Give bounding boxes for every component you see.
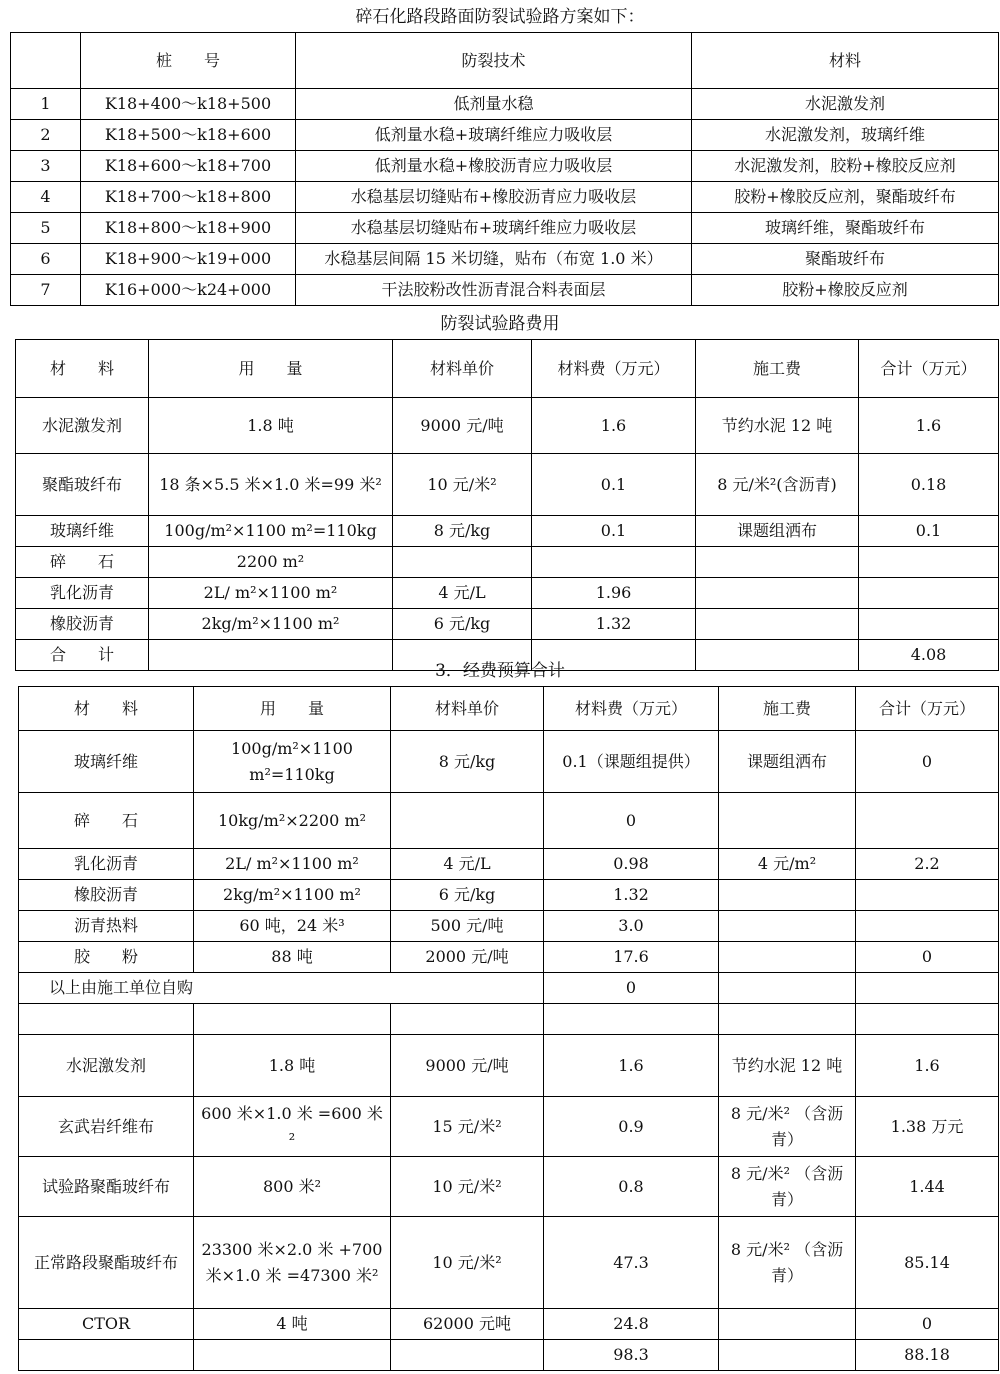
table-cell: 4 元/L: [393, 578, 532, 609]
column-header: 材料费（万元）: [544, 687, 719, 731]
table-cell: [859, 609, 999, 640]
table-cell: 以上由施工单位自购: [19, 973, 544, 1004]
table-cell: 7: [11, 275, 81, 306]
table-cell: 0.18: [859, 454, 999, 516]
table-cell: 水泥激发剂: [16, 398, 149, 454]
table-cell: 0.1: [532, 516, 696, 547]
table-cell: [391, 1340, 544, 1371]
table-cell: [719, 1004, 856, 1035]
table-cell: 10kg/m²×2200 m²: [194, 793, 391, 849]
table-cell: 6 元/kg: [393, 609, 532, 640]
table-cell: 4.08: [859, 640, 999, 671]
table-cell: [544, 1004, 719, 1035]
table-cell: [856, 973, 999, 1004]
cost-table: [15, 339, 999, 671]
table-cell: 水泥激发剂，玻璃纤维: [692, 120, 999, 151]
table-cell: 沥青热料: [19, 911, 194, 942]
table-cell: 课题组洒布: [696, 516, 859, 547]
table-cell: 4 元/m²: [719, 849, 856, 880]
table-cell: 水泥激发剂，胶粉+橡胶反应剂: [692, 151, 999, 182]
table-cell: K18+400～k18+500: [81, 89, 296, 120]
table-cell: K18+900～k19+000: [81, 244, 296, 275]
table-row: [19, 1309, 999, 1340]
table-cell: K18+700～k18+800: [81, 182, 296, 213]
table-row: [11, 151, 999, 182]
table-cell: 1: [11, 89, 81, 120]
table-cell: [719, 793, 856, 849]
table-cell: 试验路聚酯玻纤布: [19, 1157, 194, 1217]
table-row: [19, 1004, 999, 1035]
table-cell: 1.6: [532, 398, 696, 454]
table-cell: 85.14: [856, 1217, 999, 1309]
table-row: [16, 516, 999, 547]
table-cell: 10 元/米²: [391, 1157, 544, 1217]
table-cell: 1.32: [532, 609, 696, 640]
table-cell: 0: [856, 942, 999, 973]
table-row: [11, 213, 999, 244]
table-cell: [856, 880, 999, 911]
table-cell: 聚酯玻纤布: [16, 454, 149, 516]
table-cell: 1.6: [856, 1035, 999, 1097]
table-cell: 0: [856, 731, 999, 793]
table-cell: 8 元/米² （含沥青）: [719, 1157, 856, 1217]
table-cell: 1.44: [856, 1157, 999, 1217]
table-cell: 9000 元/吨: [391, 1035, 544, 1097]
table-cell: [719, 1340, 856, 1371]
table-cell: 低剂量水稳+玻璃纤维应力吸收层: [296, 120, 692, 151]
table-cell: 1.8 吨: [149, 398, 393, 454]
table-cell: 4: [11, 182, 81, 213]
table-cell: 碎 石: [16, 547, 149, 578]
table-cell: CTOR: [19, 1309, 194, 1340]
table-cell: [719, 911, 856, 942]
table-cell: 胶粉+橡胶反应剂，聚酯玻纤布: [692, 182, 999, 213]
table-row: [19, 793, 999, 849]
table-cell: [696, 609, 859, 640]
table-cell: 6: [11, 244, 81, 275]
table-cell: [393, 547, 532, 578]
table-cell: 水稳基层间隔 15 米切缝，贴布（布宽 1.0 米）: [296, 244, 692, 275]
column-header: 材料单价: [393, 340, 532, 398]
table-cell: 1.38 万元: [856, 1097, 999, 1157]
table-cell: 98.3: [544, 1340, 719, 1371]
table-row: [16, 454, 999, 516]
table-cell: 玻璃纤维: [16, 516, 149, 547]
table-cell: 2200 m²: [149, 547, 393, 578]
column-header: 材料费（万元）: [532, 340, 696, 398]
table-row: [11, 244, 999, 275]
table-cell: [19, 1340, 194, 1371]
table-cell: [719, 973, 856, 1004]
table-cell: 100g/m²×1100 m²=110kg: [194, 731, 391, 793]
table-cell: [856, 1004, 999, 1035]
table-cell: 0: [856, 1309, 999, 1340]
table-cell: [391, 793, 544, 849]
table-cell: 10 元/米²: [391, 1217, 544, 1309]
table-cell: 1.6: [859, 398, 999, 454]
table-row: [11, 89, 999, 120]
table-cell: 合 计: [16, 640, 149, 671]
table-cell: 88.18: [856, 1340, 999, 1371]
table-cell: 0.98: [544, 849, 719, 880]
table-row: [16, 398, 999, 454]
table-cell: [696, 547, 859, 578]
column-header: 合计（万元）: [859, 340, 999, 398]
table-cell: 0.1: [532, 454, 696, 516]
table-cell: [391, 1004, 544, 1035]
header-row: [11, 33, 999, 89]
scheme-table: [10, 32, 999, 306]
table-cell: 62000 元吨: [391, 1309, 544, 1340]
table-row: [16, 547, 999, 578]
column-header: 用 量: [149, 340, 393, 398]
table-row: [19, 1157, 999, 1217]
table-row: [11, 120, 999, 151]
table-cell: 47.3: [544, 1217, 719, 1309]
table-cell: [719, 1309, 856, 1340]
table-row: [11, 182, 999, 213]
table-cell: 玻璃纤维: [19, 731, 194, 793]
table-cell: 1.32: [544, 880, 719, 911]
table-cell: 水稳基层切缝贴布+玻璃纤维应力吸收层: [296, 213, 692, 244]
table-row: [19, 731, 999, 793]
table-cell: 9000 元/吨: [393, 398, 532, 454]
table-cell: [856, 793, 999, 849]
table-cell: 水泥激发剂: [692, 89, 999, 120]
table-row: [19, 973, 999, 1004]
column-header: 防裂技术: [296, 33, 692, 89]
table-cell: 玻璃纤维，聚酯玻纤布: [692, 213, 999, 244]
header-row: [19, 687, 999, 731]
table-cell: 8 元/kg: [391, 731, 544, 793]
table-row: [19, 1097, 999, 1157]
column-header: 材 料: [16, 340, 149, 398]
table-cell: [696, 578, 859, 609]
table-cell: 橡胶沥青: [16, 609, 149, 640]
table-cell: 碎 石: [19, 793, 194, 849]
column-header: 桩 号: [81, 33, 296, 89]
table-cell: 聚酯玻纤布: [692, 244, 999, 275]
table-cell: 18 条×5.5 米×1.0 米=99 米²: [149, 454, 393, 516]
table-cell: [19, 1004, 194, 1035]
table-cell: 8 元/kg: [393, 516, 532, 547]
table-cell: K18+600～k18+700: [81, 151, 296, 182]
table-cell: 乳化沥青: [19, 849, 194, 880]
table-cell: 1.96: [532, 578, 696, 609]
table-cell: 23300 米×2.0 米 +700 米×1.0 米 =47300 米²: [194, 1217, 391, 1309]
table-cell: 4 元/L: [391, 849, 544, 880]
budget-title: 3．经费预算合计: [435, 661, 565, 681]
column-header: [11, 33, 81, 89]
table-cell: 0.9: [544, 1097, 719, 1157]
table-cell: 2L/ m²×1100 m²: [194, 849, 391, 880]
table-cell: [194, 1340, 391, 1371]
table-cell: 低剂量水稳: [296, 89, 692, 120]
table-row: [19, 1217, 999, 1309]
budget-table: [18, 686, 999, 1371]
cost-title: 防裂试验路费用: [440, 314, 560, 334]
table-cell: 24.8: [544, 1309, 719, 1340]
table-cell: 2kg/m²×1100 m²: [149, 609, 393, 640]
table-cell: 6 元/kg: [391, 880, 544, 911]
table-cell: [856, 911, 999, 942]
table-row: [16, 609, 999, 640]
table-cell: 0: [544, 973, 719, 1004]
table-cell: 橡胶沥青: [19, 880, 194, 911]
table-cell: 800 米²: [194, 1157, 391, 1217]
table-cell: 88 吨: [194, 942, 391, 973]
table-cell: 5: [11, 213, 81, 244]
table-row: [11, 275, 999, 306]
table-cell: 干法胶粉改性沥青混合料表面层: [296, 275, 692, 306]
table-cell: 500 元/吨: [391, 911, 544, 942]
table-cell: 17.6: [544, 942, 719, 973]
table-cell: 2.2: [856, 849, 999, 880]
column-header: 施工费: [696, 340, 859, 398]
table-cell: 600 米×1.0 米 =600 米²: [194, 1097, 391, 1157]
header-row: [16, 340, 999, 398]
table-cell: [859, 547, 999, 578]
table-cell: 节约水泥 12 吨: [719, 1035, 856, 1097]
table-row: [19, 849, 999, 880]
table-cell: 胶粉+橡胶反应剂: [692, 275, 999, 306]
table-cell: 10 元/米²: [393, 454, 532, 516]
table-cell: 玄武岩纤维布: [19, 1097, 194, 1157]
table-cell: 8 元/米²(含沥青): [696, 454, 859, 516]
table-cell: 4 吨: [194, 1309, 391, 1340]
table-cell: 8 元/米² （含沥青）: [719, 1097, 856, 1157]
table-cell: 3: [11, 151, 81, 182]
table-cell: 0.8: [544, 1157, 719, 1217]
table-cell: [532, 547, 696, 578]
table-cell: 0.1（课题组提供）: [544, 731, 719, 793]
table-cell: 2000 元/吨: [391, 942, 544, 973]
table-row: [19, 942, 999, 973]
table-cell: 100g/m²×1100 m²=110kg: [149, 516, 393, 547]
table-cell: [719, 942, 856, 973]
table-cell: 课题组洒布: [719, 731, 856, 793]
column-header: 施工费: [719, 687, 856, 731]
table-row: [19, 1340, 999, 1371]
table-cell: 1.6: [544, 1035, 719, 1097]
table-cell: 1.8 吨: [194, 1035, 391, 1097]
table-cell: 2kg/m²×1100 m²: [194, 880, 391, 911]
table-cell: 低剂量水稳+橡胶沥青应力吸收层: [296, 151, 692, 182]
table-cell: 60 吨，24 米³: [194, 911, 391, 942]
scheme-title: 碎石化路段路面防裂试验路方案如下：: [355, 7, 645, 27]
column-header: 材料单价: [391, 687, 544, 731]
table-cell: 正常路段聚酯玻纤布: [19, 1217, 194, 1309]
table-row: [19, 1035, 999, 1097]
table-cell: K18+800～k18+900: [81, 213, 296, 244]
table-cell: K16+000～k24+000: [81, 275, 296, 306]
table-cell: [719, 880, 856, 911]
table-cell: 胶 粉: [19, 942, 194, 973]
column-header: 用 量: [194, 687, 391, 731]
column-header: 合计（万元）: [856, 687, 999, 731]
table-cell: [859, 578, 999, 609]
table-cell: 乳化沥青: [16, 578, 149, 609]
table-cell: 0.1: [859, 516, 999, 547]
table-row: [16, 578, 999, 609]
table-cell: 节约水泥 12 吨: [696, 398, 859, 454]
column-header: 材料: [692, 33, 999, 89]
table-cell: 0: [544, 793, 719, 849]
column-header: 材 料: [19, 687, 194, 731]
table-cell: 2: [11, 120, 81, 151]
table-cell: 2L/ m²×1100 m²: [149, 578, 393, 609]
table-cell: K18+500～k18+600: [81, 120, 296, 151]
table-row: [19, 911, 999, 942]
table-row: [19, 880, 999, 911]
table-cell: 15 元/米²: [391, 1097, 544, 1157]
table-cell: [194, 1004, 391, 1035]
table-cell: 8 元/米² （含沥青）: [719, 1217, 856, 1309]
table-cell: 水泥激发剂: [19, 1035, 194, 1097]
table-cell: 水稳基层切缝贴布+橡胶沥青应力吸收层: [296, 182, 692, 213]
table-cell: 3.0: [544, 911, 719, 942]
